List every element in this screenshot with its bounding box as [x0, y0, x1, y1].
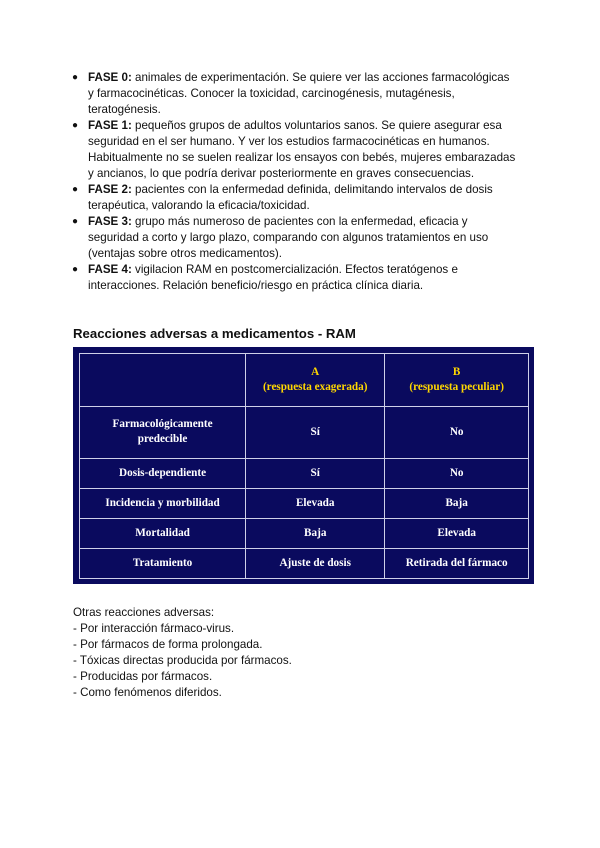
phase-text: pacientes con la enfermedad definida, delimitando intervalos de dosis terapéutica, valorando la eficacia/toxicidad.	[88, 183, 493, 212]
table-row	[80, 519, 529, 549]
phase-item	[72, 182, 518, 214]
ram-table	[79, 353, 529, 579]
cell-b: Baja	[385, 489, 529, 519]
row-label: Tratamiento	[80, 549, 246, 579]
phase-item	[72, 70, 518, 118]
header-a-letter: A	[311, 365, 320, 378]
phase-item	[72, 214, 518, 262]
list-item: - Por fármacos de forma prolongada.	[73, 638, 263, 651]
header-a-label: (respuesta exagerada)	[262, 380, 368, 393]
other-reactions	[73, 605, 513, 701]
row-label	[80, 406, 246, 459]
list-item: - Producidas por fármacos.	[73, 670, 213, 683]
phase-name: FASE 1:	[88, 119, 132, 132]
bullet-icon: ●	[72, 216, 79, 227]
ram-table-frame	[73, 347, 534, 584]
bullet-icon: ●	[72, 184, 79, 195]
cell-b: No	[385, 406, 529, 459]
table-row	[80, 489, 529, 519]
list-item: - Como fenómenos diferidos.	[73, 686, 222, 699]
bullet-icon: ●	[72, 120, 79, 131]
cell-a: Ajuste de dosis	[246, 549, 385, 579]
bullet-icon: ●	[72, 264, 79, 275]
cell-b: Retirada del fármaco	[385, 549, 529, 579]
cell-a: Sí	[246, 459, 385, 489]
table-row	[80, 549, 529, 579]
cell-b: Elevada	[385, 519, 529, 549]
row-label: Dosis-dependiente	[80, 459, 246, 489]
phase-name: FASE 2:	[88, 183, 132, 196]
section-title: Reacciones adversas a medicamentos - RAM	[73, 326, 356, 341]
header-empty-cell	[80, 354, 246, 407]
other-reactions-heading: Otras reacciones adversas:	[73, 606, 215, 619]
row-label-line: Farmacológicamente	[112, 418, 213, 431]
cell-b: No	[385, 459, 529, 489]
table-row	[80, 406, 529, 459]
table-header-row	[80, 354, 529, 407]
table-row	[80, 459, 529, 489]
list-item: - Por interacción fármaco-virus.	[73, 622, 235, 635]
phase-name: FASE 4:	[88, 263, 132, 276]
cell-a: Elevada	[246, 489, 385, 519]
phase-list	[72, 70, 518, 294]
phase-text: pequeños grupos de adultos voluntarios sanos. Se quiere asegurar esa seguridad en el ser humano. Y ver los estudios farmacocinéticas en humanos. Habitualmente no se suelen realizar los ensayos con bebés, mujeres embarazadas y ancianos, lo que podría derivar posteriormente en graves consecuencias.	[88, 119, 516, 180]
phase-text: grupo más numeroso de pacientes con la enfermedad, eficacia y seguridad a corto y largo plazo, comparando con algunos tratamientos en uso (ventajas sobre otros medicamentos).	[88, 215, 489, 260]
cell-a: Sí	[246, 406, 385, 459]
phase-text: animales de experimentación. Se quiere ver las acciones farmacológicas y farmacocinéticas. Conocer la toxicidad, carcinogénesis, mutagénesis, teratogénesis.	[88, 71, 510, 116]
bullet-icon: ●	[72, 72, 79, 83]
phase-item	[72, 118, 518, 182]
phase-text: vigilacion RAM en postcomercialización. Efectos teratógenos e interacciones. Relación beneficio/riesgo en práctica clínica diaria.	[88, 263, 458, 292]
header-b-label: (respuesta peculiar)	[409, 380, 504, 393]
header-cell-a	[246, 354, 385, 407]
phase-item	[72, 262, 518, 294]
header-b-letter: B	[452, 365, 461, 378]
row-label: Mortalidad	[80, 519, 246, 549]
cell-a: Baja	[246, 519, 385, 549]
phase-name: FASE 3:	[88, 215, 132, 228]
row-label-line: predecible	[137, 433, 188, 446]
phase-name: FASE 0:	[88, 71, 132, 84]
list-item: - Tóxicas directas producida por fármacos.	[73, 654, 292, 667]
row-label: Incidencia y morbilidad	[80, 489, 246, 519]
header-cell-b	[385, 354, 529, 407]
